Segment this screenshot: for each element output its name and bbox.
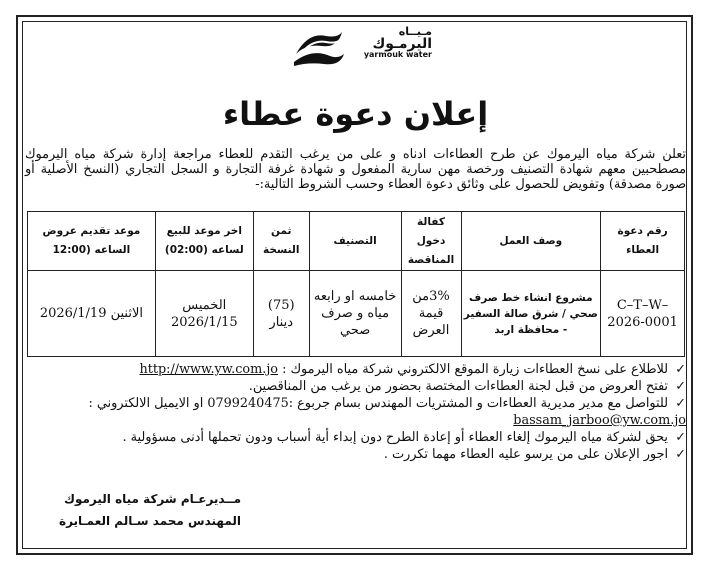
- note-text: للاطلاع على نسخ العطاءات زيارة الموقع الالكتروني شركة مياه اليرموك :: [282, 362, 668, 377]
- page-title: إعلان دعوة عطاء: [222, 95, 489, 133]
- check-icon: ✓: [675, 362, 686, 377]
- check-icon: ✓: [675, 379, 686, 394]
- website-link[interactable]: http://www.yw.com.jo: [139, 362, 278, 377]
- cell-tender-number: C–T–W–2026-0001: [601, 271, 685, 357]
- list-item: [40, 429, 686, 446]
- list-item: [40, 378, 686, 395]
- signature-title: مــديرعـام شركة مياه اليرموك: [63, 492, 241, 506]
- logo-line-water: مـيــاه: [398, 25, 432, 38]
- header-tender-number: رقم دعوة العطاء: [601, 212, 685, 271]
- tender-table: [27, 211, 685, 357]
- cell-sale-deadline: الخميس 2026/1/15: [155, 271, 253, 357]
- note-text: يحق لشركة مياه اليرموك إلغاء العطاء أو إعادة الطرح دون إبداء أية أسباب ودون تحملها أدنى مسؤولية .: [122, 430, 668, 445]
- email-link[interactable]: bassam_jarboo@yw.com.jo: [513, 413, 686, 428]
- cell-price: (75) دينار: [253, 271, 309, 357]
- list-item: [40, 395, 686, 429]
- list-item: [40, 361, 686, 378]
- cell-guarantee: 3%من قيمة العرض: [401, 271, 461, 357]
- check-icon: ✓: [675, 396, 686, 411]
- table-header-row: [28, 212, 685, 271]
- header-description: وصف العمل: [461, 212, 601, 271]
- intro-paragraph: تعلن شركة مياه اليرموك عن طرح العطاءات ادناه و على من يرغب التقدم للعطاء مراجعة إدارة شركة مياه اليرموك مصطحبين معهم شهادة التصنيف ورخصة مهن سارية المفعول و شهادة غرفة التجارة و السجل التجاري (النسخ الأصلية أو صورة مصدقة) وتفويض للحصول على وثائق دعوة العطاء وحسب الشروط التالية:-: [25, 147, 686, 192]
- list-item: [40, 446, 686, 463]
- note-text: تفتح العروض من قبل لجنة العطاءات المختصة بحضور من يرغب من المناقصين.: [248, 379, 668, 394]
- yarmouk-water-logo: [292, 22, 432, 74]
- conditions-list: [40, 361, 686, 463]
- signature-block: [59, 488, 241, 532]
- check-icon: ✓: [675, 447, 686, 462]
- logo-line-english: yarmouk water: [363, 50, 432, 59]
- cell-submission: الاثنين 2026/1/19: [28, 271, 156, 357]
- wave-icon: [292, 26, 346, 70]
- table-row: [28, 271, 685, 357]
- cell-classification: خامسه او رابعه مياه و صرف صحي: [309, 271, 401, 357]
- signature-name: المهندس محمد سـالم العمـايرة: [59, 514, 241, 528]
- header-submission: موعد تقديم عروض الساعه (12:00: [28, 212, 156, 271]
- logo-line-yarmouk: اليرمـوك: [372, 36, 432, 52]
- note-text: للتواصل مع مدير مديرية العطاءات و المشتريات المهندس بسام جربوع :0799240475 او الايميل الالكتروني :: [88, 396, 668, 411]
- header-price: ثمن النسخة: [253, 212, 309, 271]
- note-text: اجور الإعلان على من يرسو عليه العطاء مهما تكررت .: [383, 447, 668, 462]
- header-guarantee: كفالة دخول المناقصة: [401, 212, 461, 271]
- header-classification: التصنيف: [309, 212, 401, 271]
- check-icon: ✓: [675, 430, 686, 445]
- header-sale-deadline: اخر موعد للبيع لساعه (02:00): [155, 212, 253, 271]
- logo-text: [364, 26, 432, 59]
- cell-description: مشروع انشاء خط صرف صحي / شرق صالة السفير - محافظة اربد: [461, 271, 601, 357]
